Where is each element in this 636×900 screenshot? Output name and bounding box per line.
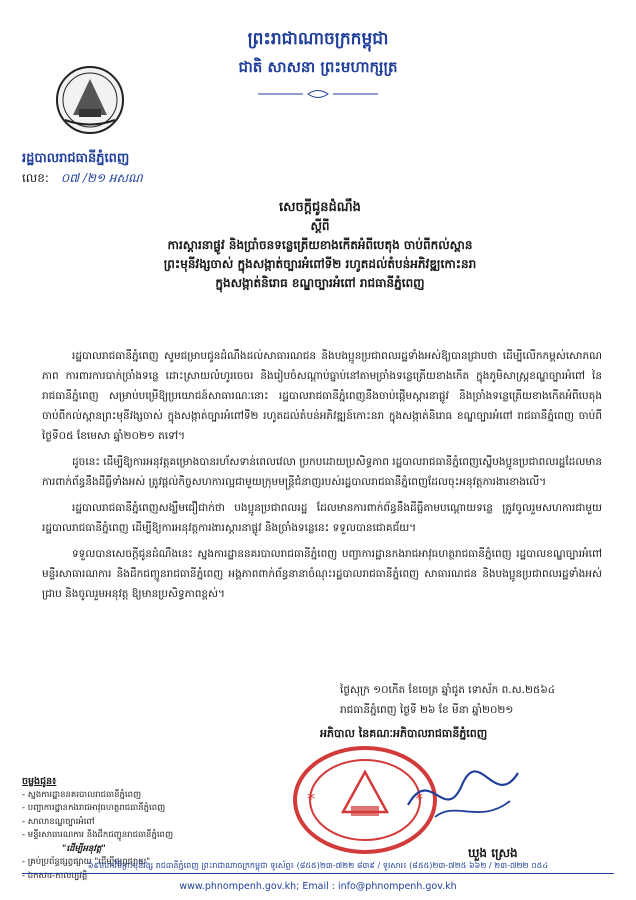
- title-line-2: ស្ដីពី: [310, 219, 330, 233]
- svg-text:*: *: [415, 789, 423, 808]
- footer-divider: [22, 873, 614, 874]
- recipient-item: - ស្នងការដ្ឋាននគរបាលរាជធានីភ្នំពេញ: [22, 789, 142, 800]
- recipient-item: - គ្រប់ប្រព័ន្ធផ្សព្វផ្សាយ "ដើម្បីផ្សព្វផ្សាយ": [22, 857, 151, 867]
- title-line-4: ព្រះមុនីវង្សចាស់ ក្នុងសង្កាត់ច្បារអំពៅទី២ រហូតដល់តំបន់អភិវឌ្ឍកោះនរា: [163, 257, 477, 271]
- reference-number: [22, 170, 143, 188]
- recipient-item: - ឯកសារ-កាលប្បវត្តិ: [22, 870, 88, 881]
- paragraph-3: រដ្ឋបាលរាជធានីភ្នំពេញសង្ឃឹមជឿជាក់ថា បងប្អូនប្រជាពលរដ្ឋ ដែលមានការពាក់ព័ន្ធនឹងដីធ្លីតាមបណ្ដោយទន្លេ ត្រូវចូលរួមសហការជាមួយរដ្ឋបាលរាជធានីភ្នំពេញ ដើម្បីឱ្យការអនុវត្តការងារស្ដារនាផ្លូវ និងច្រាំងទន្លេនេះ ទទួលបានជោគជ័យ។: [42, 502, 602, 534]
- paragraph-1: រដ្ឋបាលរាជធានីភ្នំពេញ សូមជម្រាបជូនដំណឹងដល់សាធារណជន និងបងប្អូនប្រជាពលរដ្ឋទាំងអស់ឱ្យបានជ្រាបថា ដើម្បីលើកកម្ពស់សោភណភាព ការពារការបាក់ច្រាំងទន្លេ ដោះស្រាយលំហូរចេចរ និងរៀបចំសណ្ដាប់ធ្នាប់នៅតាមច្រាំងទន្លេត្រើយខាងកើត ក្នុងភូមិសាស្ត្រខណ្ឌច្បារអំពៅ នៃរាជធានីភ្នំពេញ សម្រាប់បម្រើឱ្យប្រយោជន៍សាធារណៈនោះ រដ្ឋបាលរាជធានីភ្នំពេញនឹងចាប់ផ្ដើមស្ដារនាផ្លូវ និងច្រាំងទន្លេត្រើយខាងកើតអំពីបេតុង ចាប់ពីកល់ស្ពានព្រះមុនីវង្សចាស់ ក្នុងសង្កាត់ច្បារអំពៅទី២ រហូតដល់តំបន់អភិវឌ្ឍន៍កោះនរា ក្នុងសង្កាត់និរោធ ខណ្ឌច្បារអំពៅ រាជធានីភ្នំពេញ ចាប់ពីថ្ងៃទី០៥ ខែមេសា ឆ្នាំ២០២១ តទៅ។: [42, 350, 602, 442]
- recipient-item: - សាលាខណ្ឌច្បារអំពៅ: [22, 816, 95, 827]
- recipient-item: - បញ្ជាការដ្ឋានកងរាជអាវុធហត្ថរាជធានីភ្នំពេញ: [22, 803, 166, 813]
- ref-number: ០៧ /២១ អសណ: [60, 171, 143, 185]
- lunar-date: ថ្ងៃសុក្រ ១០កើត ខែចេត្រ ឆ្នាំជូត ទោស័ក ព.ស.២៥៦៤: [340, 684, 556, 696]
- signatory-title: អភិបាល នៃគណៈអភិបាលរាជធានីភ្នំពេញ: [320, 727, 488, 740]
- recipient-note: "ដើម្បីអនុវត្ត": [62, 843, 106, 854]
- handwritten-signature-icon: [400, 755, 530, 840]
- document-body: [42, 346, 602, 610]
- title-line-3: ការស្ដារនាផ្លូវ និងប្រាំចនទន្លេត្រើយខាងកើតអំពីបេតុង ចាប់ពីកល់ស្ពាន: [167, 238, 473, 252]
- recipients-title: ចម្លងជូន៖: [22, 776, 57, 787]
- document-title: [30, 198, 610, 293]
- ref-label: លេខ:: [22, 171, 49, 185]
- svg-text:*: *: [307, 789, 315, 808]
- title-line-5: ក្នុងសង្កាត់និរោធ ខណ្ឌច្បារអំពៅ រាជធានីភ្នំពេញ: [215, 276, 425, 290]
- title-line-1: សេចក្ដីជូនដំណឹង: [279, 200, 361, 215]
- kingdom-heading: ព្រះរាជាណាចក្រកម្ពុជា: [247, 29, 389, 49]
- national-motto: ជាតិ សាសនា ព្រះមហាក្សត្រ: [238, 58, 398, 76]
- solar-date: រាជធានីភ្នំពេញ ថ្ងៃទី ២៦ ខែ មីនា ឆ្នាំ២០២១: [340, 704, 514, 716]
- city-emblem-seal-icon: [55, 65, 125, 135]
- footer-address: ៦៩មហាវិថីព្រះមុនីវង្ស រាជធានីភ្នំពេញ ព្រះរាជាណាចក្រកម្ពុជា ទូរស័ព្ទ៖ (៨៥៥)២៣-៧២២ ៨៣៩ / ទូរសារ៖ (៨៥៥)២៣-៧២៥ ៦៦២ / ២៣-៧២២ ០៥៤: [87, 861, 549, 870]
- paragraph-4: ទទួលបានសេចក្ដីជូនដំណឹងនេះ ស្នងការដ្ឋាននគរបាលរាជធានីភ្នំពេញ បញ្ជាការដ្ឋានកងរាជអាវុធហត្ថរាជធានីភ្នំពេញ រដ្ឋបាលខណ្ឌច្បារអំពៅ មន្ទីរសាធារណការ និងដឹកជញ្ជូនរាជធានីភ្នំពេញ អង្គភាពពាក់ព័ន្ធនានាចំណុះរដ្ឋបាលរាជធានីភ្នំពេញ សាធារណជន និងបងប្អូនប្រជាពលរដ្ឋទាំងអស់ជ្រាប និងចូលរួមអនុវត្ត ឱ្យមានប្រសិទ្ធភាពខ្ពស់។: [42, 548, 602, 600]
- ministry-name: រដ្ឋបាលរាជធានីភ្នំពេញ: [22, 151, 130, 166]
- footer-contact: www.phnompenh.gov.kh; Email : info@phnompenh.gov.kh: [179, 881, 457, 892]
- signatory-name: ឃួង ស្រេង: [468, 846, 518, 860]
- paragraph-2: ដូចនេះ ដើម្បីឱ្យការអនុវត្តគម្រោងបានរហ័សទាន់ពេលវេលា ប្រកបដោយប្រសិទ្ធភាព រដ្ឋបាលរាជធានីភ្នំពេញស្នើបងប្អូនប្រជាពលរដ្ឋដែលមានការពាក់ព័ន្ធនឹងដីធ្លីទាំងអស់ ត្រូវផ្ដល់កិច្ចសហការល្អជាមួយក្រុមមន្ត្រីជំនាញរបស់រដ្ឋបាលរាជធានីភ្នំពេញដែលចុះអនុវត្តការងារខាងលើ។: [42, 456, 602, 488]
- motto-ornament: [258, 84, 378, 94]
- recipient-item: - មន្ទីរសាធារណការ និងដឹកជញ្ជូនរាជធានីភ្នំពេញ: [22, 830, 174, 840]
